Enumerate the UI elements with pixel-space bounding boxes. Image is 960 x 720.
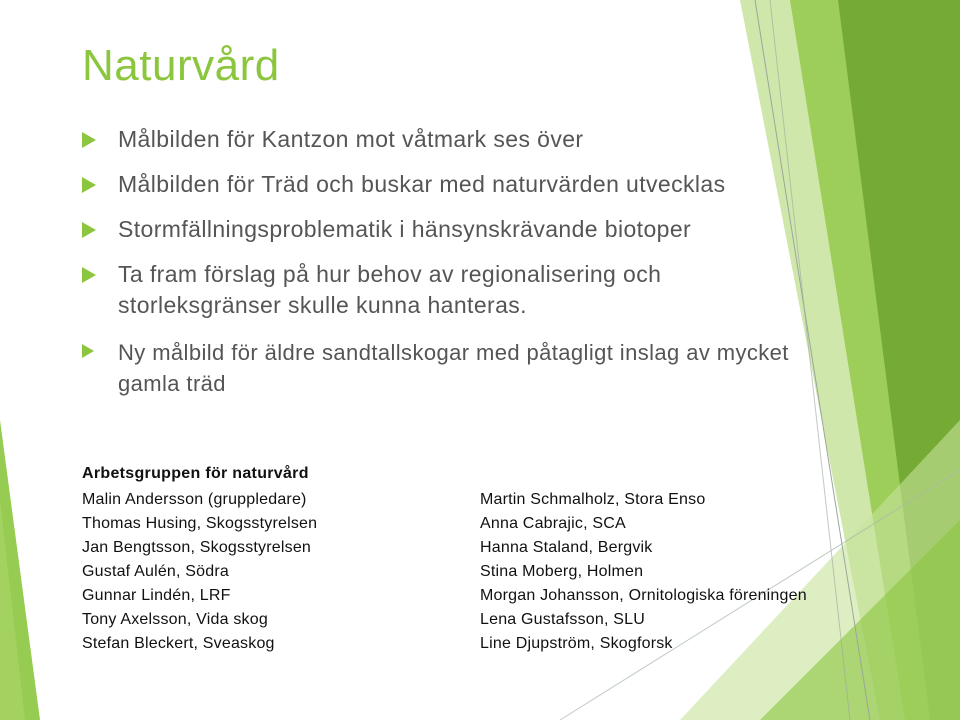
member-item: Line Djupström, Skogforsk (480, 635, 673, 652)
member-item: Jan Bengtsson, Skogsstyrelsen (82, 539, 312, 556)
bullet-item (82, 259, 802, 321)
bullet-text: Målbilden för Kantzon mot våtmark ses över (118, 126, 584, 152)
member-list-left (82, 488, 317, 656)
triangle-bullet-icon (82, 222, 96, 238)
bullet-text: Ta fram förslag på hur behov av regionalisering och storleksgränser skulle kunna hanteras. (118, 261, 662, 318)
member-item: Morgan Johansson, Ornitologiska föreningen (480, 587, 807, 604)
bullet-item (82, 214, 802, 245)
bullet-text: Ny målbild för äldre sandtallskogar med påtagligt inslag av mycket gamla träd (118, 340, 789, 396)
member-item: Anna Cabrajic, SCA (480, 515, 626, 532)
member-item: Lena Gustafsson, SLU (480, 611, 645, 628)
triangle-bullet-icon (82, 177, 96, 193)
triangle-bullet-icon (82, 267, 96, 283)
member-item: Thomas Husing, Skogsstyrelsen (82, 515, 318, 532)
member-item: Gunnar Lindén, LRF (82, 587, 231, 604)
member-item: Stina Moberg, Holmen (480, 563, 644, 580)
member-item: Martin Schmalholz, Stora Enso (480, 491, 706, 508)
member-list-right (480, 488, 807, 656)
working-group-heading: Arbetsgruppen för naturvård (82, 465, 309, 482)
triangle-bullet-icon (82, 344, 94, 358)
bullet-item (82, 124, 802, 155)
member-item: Malin Andersson (gruppledare) (82, 491, 307, 508)
slide-title: Naturvård (82, 41, 280, 90)
bullet-text: Stormfällningsproblematik i hänsynskrävande biotoper (118, 216, 692, 242)
bullet-item (82, 169, 802, 200)
member-item: Tony Axelsson, Vida skog (82, 611, 268, 628)
triangle-bullet-icon (82, 132, 96, 148)
member-item: Gustaf Aulén, Södra (82, 563, 230, 580)
member-item: Hanna Staland, Bergvik (480, 539, 653, 556)
bullet-item (82, 337, 802, 399)
bullet-text: Målbilden för Träd och buskar med naturvärden utvecklas (118, 171, 726, 197)
member-item: Stefan Bleckert, Sveaskog (82, 635, 275, 652)
bullet-list (82, 124, 802, 399)
